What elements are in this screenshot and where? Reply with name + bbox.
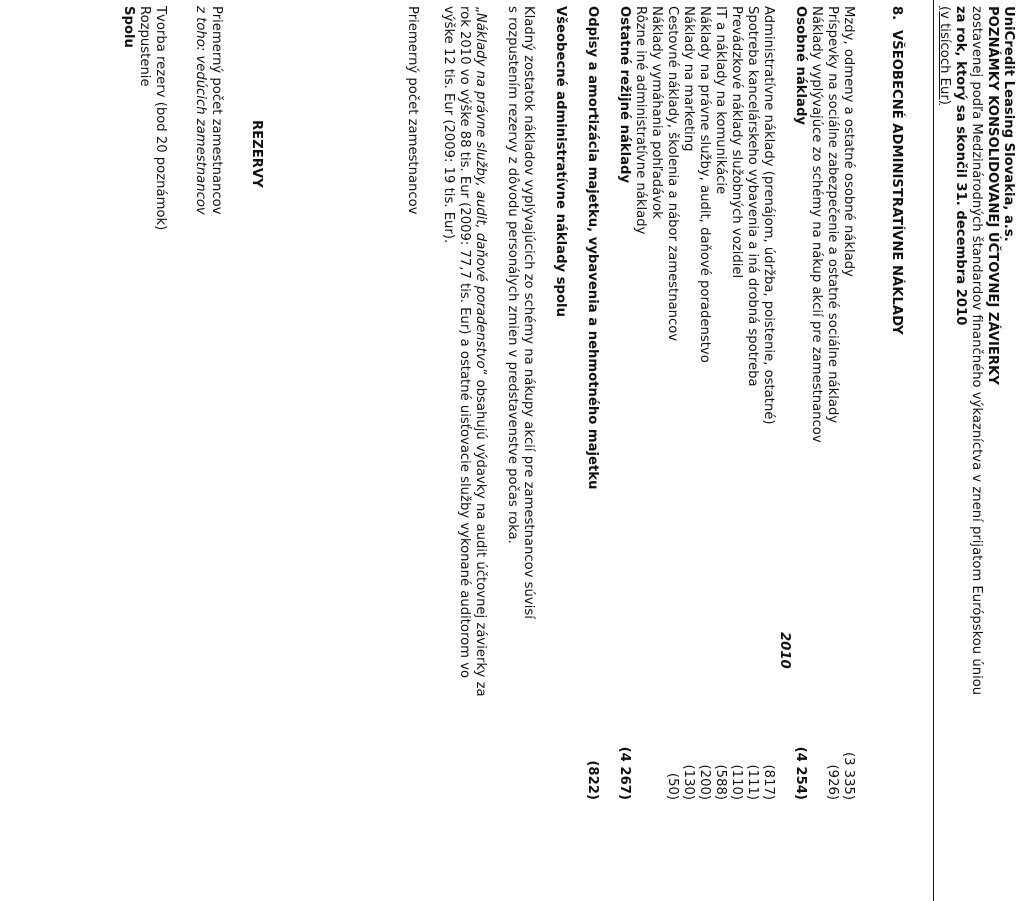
total-label: Spolu: [121, 6, 136, 48]
row-label: Rozpustenie: [137, 6, 152, 87]
italic-phrase: Náklady na právne služby, audit, daňové poradenstvo: [473, 12, 488, 369]
row-label: IT a náklady na komunikácie: [713, 6, 728, 195]
section-number: 8.: [889, 6, 904, 21]
headcount-label: Priemerný počet zamestnancov: [405, 6, 420, 215]
paragraph-line: výške 12 tis. Eur (2009: 19 tis. Eur).: [441, 6, 456, 244]
row-label: Spotreba kancelárskeho vybavenia a iná drobná spotreba: [745, 6, 760, 387]
row-value: (3 335): [841, 751, 856, 800]
row-label: z toho: vedúcich zamestnancov: [193, 6, 208, 215]
row-value: (50): [665, 772, 680, 800]
row-label: Náklady vymáhania pohľadávok: [649, 6, 664, 219]
row-label: Cestovné náklady, školenia a nábor zamestnancov: [665, 6, 680, 342]
depreciation-label: Odpisy a amortizácia majetku, vybavenia a nehmotného majetku: [585, 6, 600, 490]
row-value: (817): [761, 764, 776, 800]
paragraph-line: [472, 6, 488, 697]
row-value: (130): [681, 764, 696, 800]
grand-total-label: Všeobecné administratívne náklady spolu: [553, 6, 568, 317]
subtotal-value: (4 267): [617, 746, 632, 800]
row-label: Rôzne iné administratívne náklady: [633, 6, 648, 235]
depreciation-value: (822): [585, 760, 600, 800]
subtotal-label: Osobné náklady: [793, 6, 808, 125]
row-label: Príspevky na sociálne zabezpečenie a ostatné sociálne náklady: [825, 6, 840, 424]
row-label: Prevádzkové náklady služobných vozidiel: [729, 6, 744, 279]
section-title: VŠEOBECNÉ ADMINISTRATÍVNE NÁKLADY: [889, 30, 904, 335]
row-value: (588): [713, 764, 728, 800]
row-label: Náklady na právne služby, audit, daňové poradenstvo: [697, 6, 712, 363]
row-label: Tvorba rezerv (bod 20 poznámok): [153, 6, 168, 231]
paragraph-line: s rozpustením rezervy z dôvodu personálych zmien v predstavenstve počas roka.: [505, 6, 520, 544]
notes-title: POZNÁMKY KONSOLIDOVANEJ ÚČTOVNEJ ZÁVIERKY: [985, 6, 1000, 385]
section-title: REZERVY: [249, 120, 264, 188]
period-line: za rok, ktorý sa skončil 31. decembra 2010: [953, 6, 968, 326]
row-label: Náklady vyplývajúce zo schémy na nákup akcií pre zamestnancov: [809, 6, 824, 443]
row-value: (926): [825, 764, 840, 800]
header-rule: [933, 0, 934, 901]
paragraph-line: Kladný zostatok nákladov vyplývajúcich zo schémy na nákupy akcií pre zamestnancov súvisí: [521, 6, 536, 619]
subtotal-value: (4 254): [793, 746, 808, 800]
subtotal-label: Ostatné režijné náklady: [617, 6, 632, 184]
paragraph-rest: “ obsahujú výdavky na audit účtovnej závierky za: [473, 368, 488, 697]
row-label: Administratívne náklady (prenájom, údržba, poistenie, ostatné): [761, 6, 776, 425]
paragraph-line: rok 2010 vo výške 88 tis. Eur (2009: 77,7 tis. Eur) a ostatné uisťovacie služby vykonané auditorom vo: [457, 6, 472, 679]
row-label: Náklady na marketing: [681, 6, 696, 152]
row-value: (110): [729, 764, 744, 800]
row-value: (200): [697, 764, 712, 800]
row-label: Mzdy, odmeny a ostatné osobné náklady: [841, 6, 856, 277]
notes-subtitle: zostavenej podľa Medzinárodných štandardov finančného výkazníctva v znení prijatom Európskou úniou: [969, 6, 984, 696]
units-line: (v tisícoch Eur): [937, 6, 952, 105]
row-label: Priemerný počet zamestnancov: [209, 6, 224, 215]
row-value: (111): [745, 764, 760, 800]
year-column-header: 2010: [777, 632, 792, 669]
quote-open: „: [473, 6, 488, 13]
company-name: UniCredit Leasing Slovakia, a.s.: [1001, 6, 1016, 242]
